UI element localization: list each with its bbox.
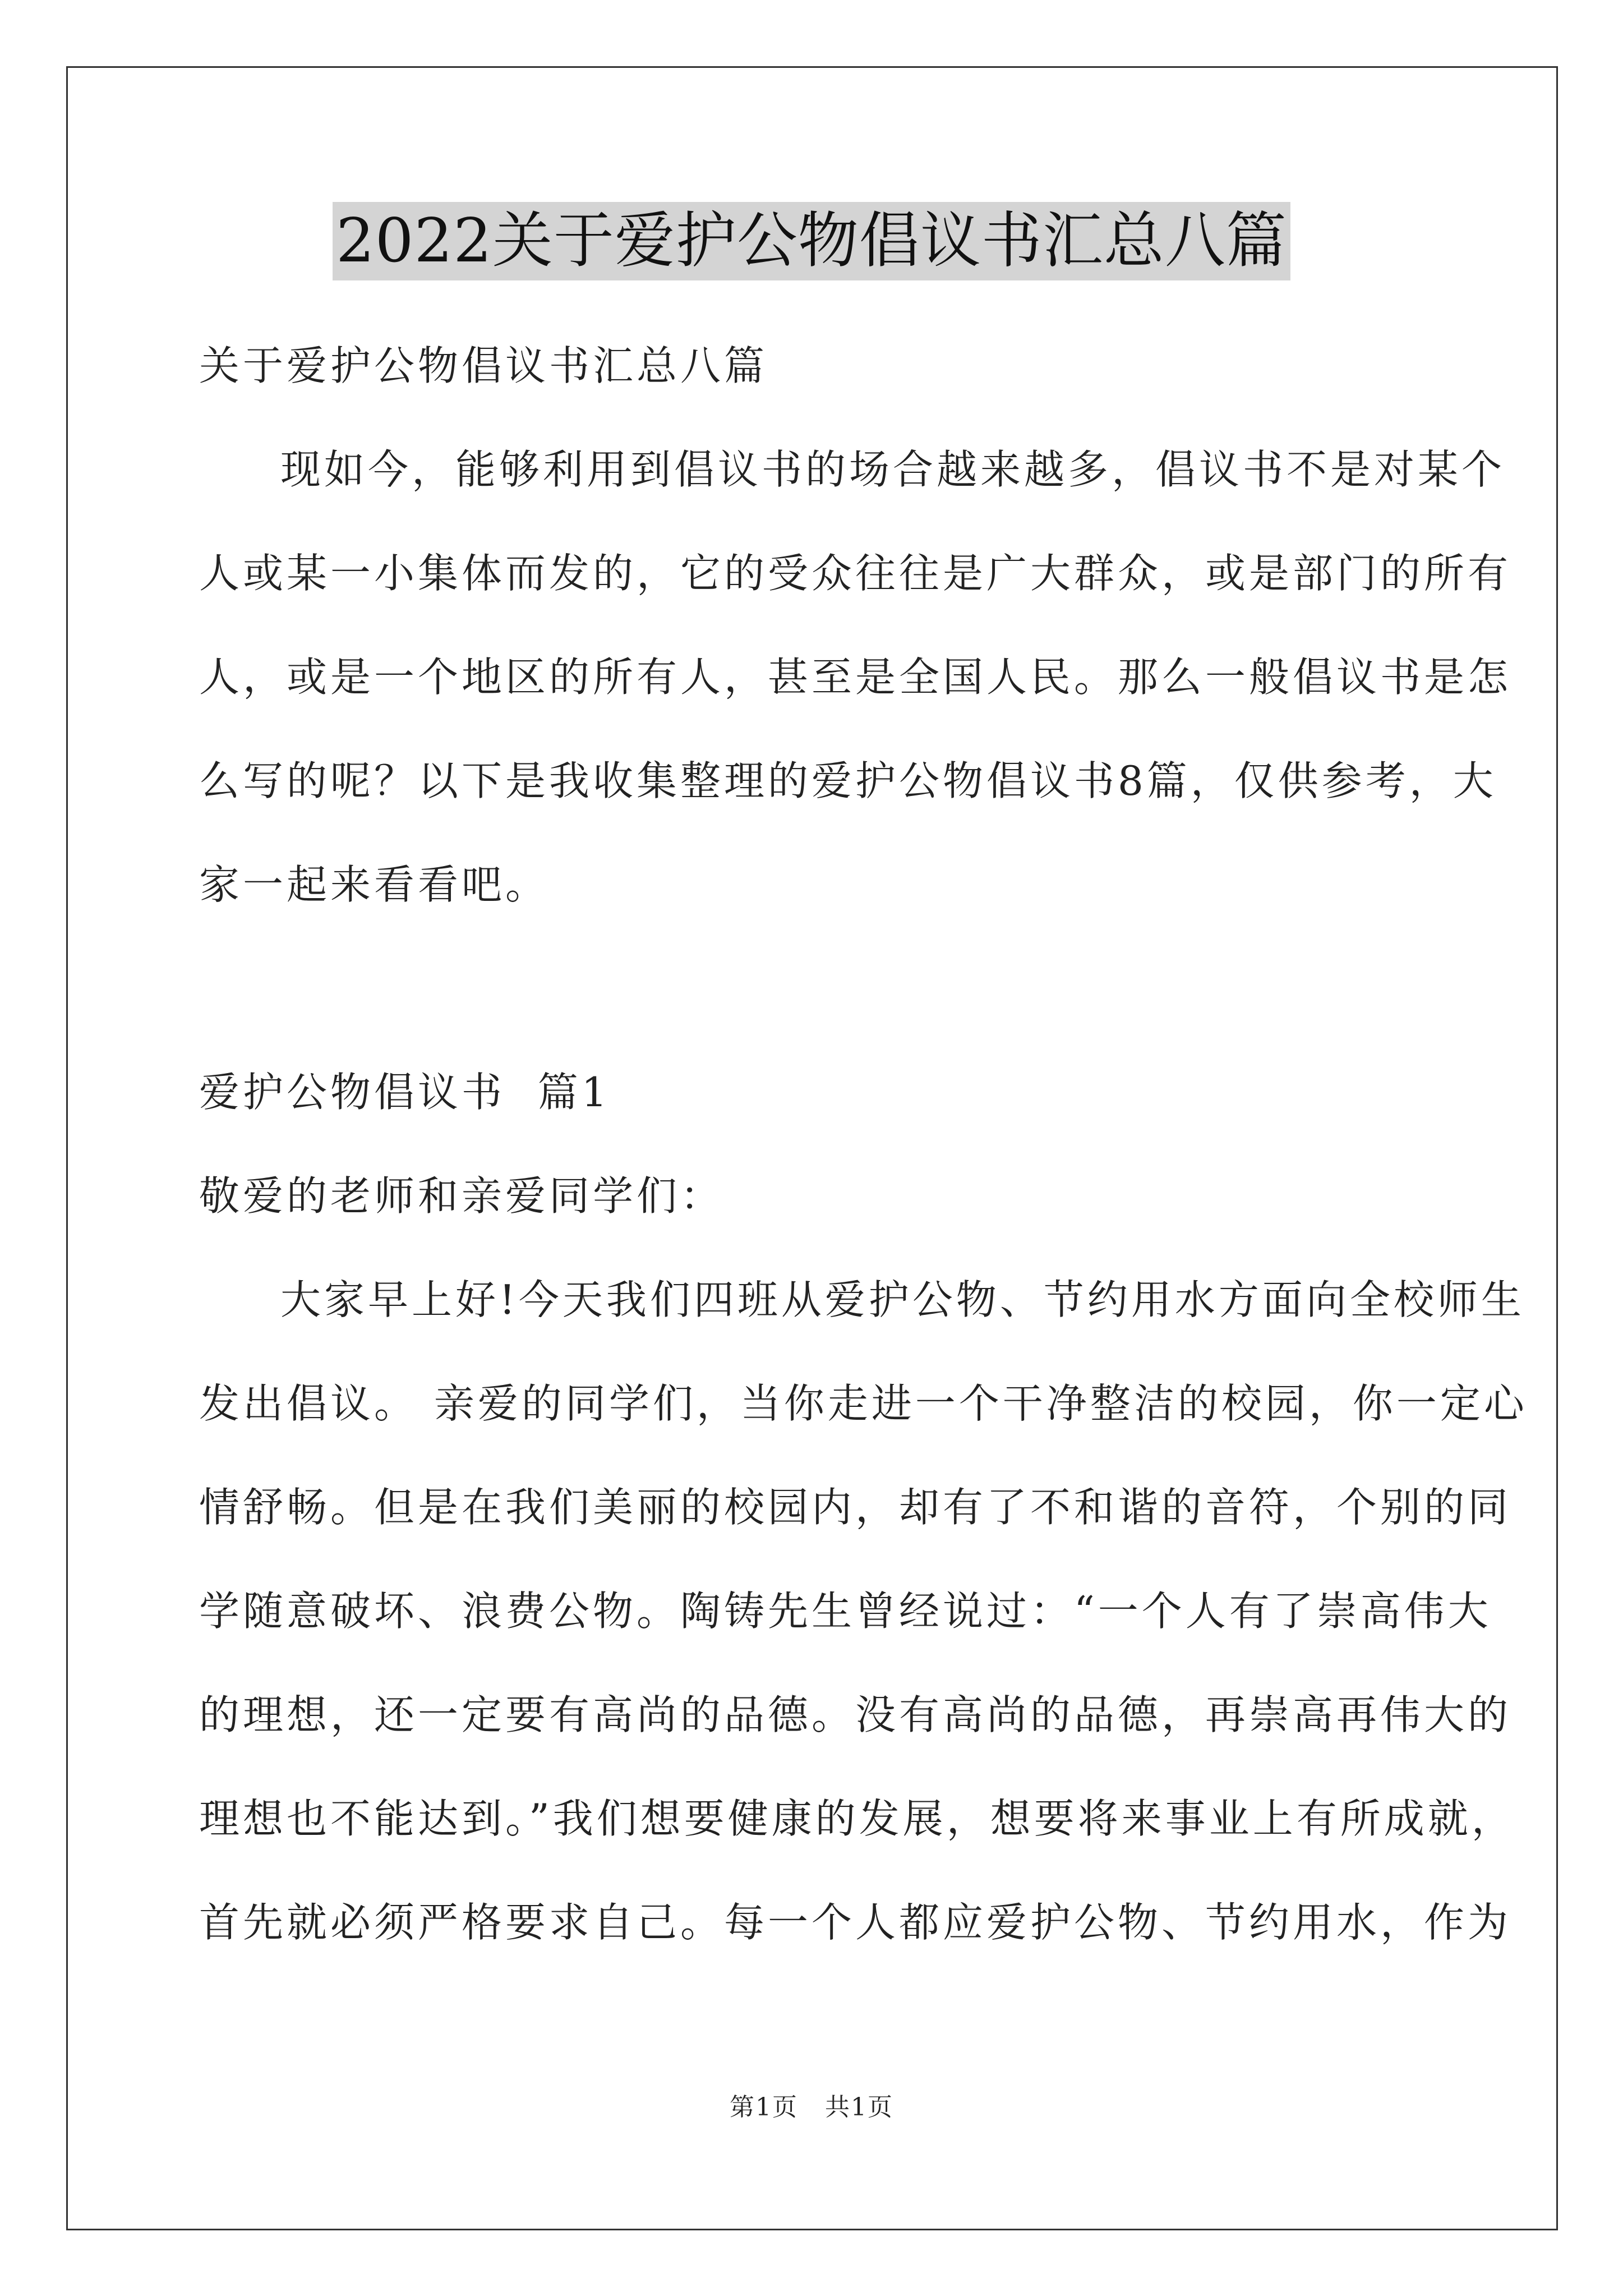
body-line: 情舒畅。但是在我们美丽的校园内，却有了不和谐的音符，个别的同 <box>199 1484 1512 1531</box>
paragraph-spacer <box>199 937 1441 1041</box>
intro-line: 家一起来看看吧。 <box>199 861 550 908</box>
body-line: 发出倡议。 亲爱的同学们，当你走进一个干净整洁的校园，你一定心 <box>199 1380 1528 1427</box>
document-subtitle: 关于爱护公物倡议书汇总八篇 <box>199 342 768 389</box>
intro-line: 现如今，能够利用到倡议书的场合越来越多，倡议书不是对某个 <box>280 446 1506 493</box>
body-line: 首先就必须严格要求自己。每一个人都应爱护公物、节约用水，作为 <box>199 1899 1512 1946</box>
section-heading: 爱护公物倡议书 篇1 <box>199 1069 611 1116</box>
document-body <box>199 314 1528 1975</box>
intro-line: 人，或是一个地区的所有人，甚至是全国人民。那么一般倡议书是怎 <box>199 654 1512 701</box>
body-line: 学随意破坏、浪费公物。陶铸先生曾经说过：“一个人有了崇高伟大 <box>199 1588 1492 1635</box>
body-line: 理想也不能达到。”我们想要健康的发展，想要将来事业上有所成就， <box>199 1795 1515 1842</box>
intro-line: 么写的呢？以下是我收集整理的爱护公物倡议书8篇，仅供参考，大 <box>199 757 1497 804</box>
intro-line: 人或某一小集体而发的，它的受众往往是广大群众，或是部门的所有 <box>199 550 1512 597</box>
body-line: 大家早上好!今天我们四班从爱护公物、节约用水方面向全校师生 <box>280 1276 1525 1323</box>
title-container <box>0 202 1623 280</box>
body-line: 的理想，还一定要有高尚的品德。没有高尚的品德，再崇高再伟大的 <box>199 1691 1512 1738</box>
document-title: 2022关于爱护公物倡议书汇总八篇 <box>333 202 1290 280</box>
greeting: 敬爱的老师和亲爱同学们： <box>199 1172 725 1220</box>
page-footer: 第1页 共1页 <box>730 2093 893 2122</box>
